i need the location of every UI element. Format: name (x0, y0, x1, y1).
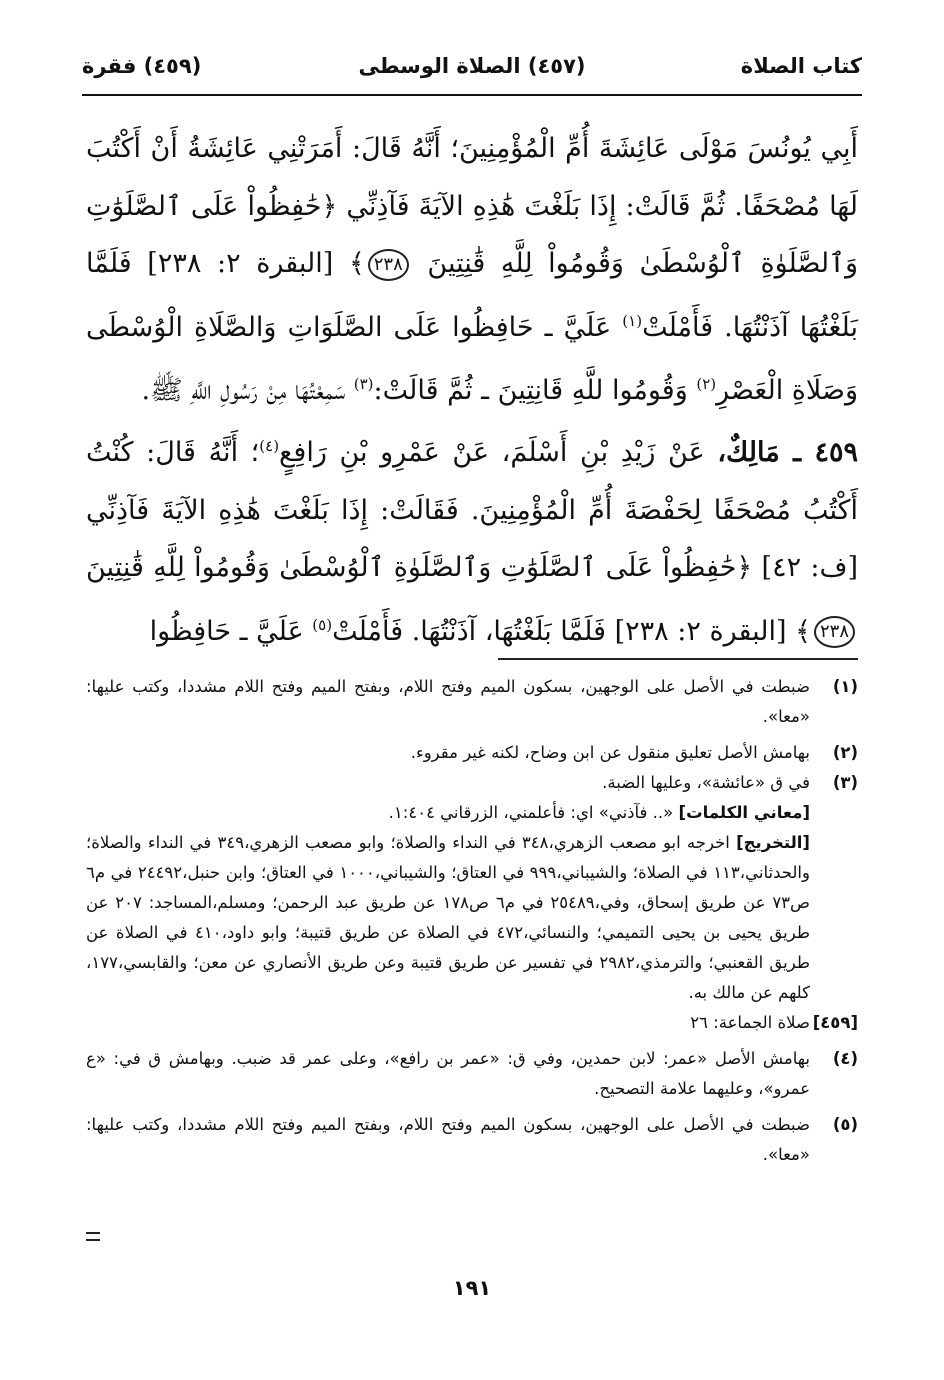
end-of-section-mark (86, 1232, 100, 1241)
footnote-1 (86, 672, 858, 732)
footnote-marker: (٢) (696, 375, 717, 393)
page-number: ١٩١ (452, 1276, 492, 1300)
footnote-3 (86, 768, 858, 798)
quran-quote: ﴿حَٰفِظُواْ عَلَى ٱلصَّلَوَٰتِ وَٱلصَّلَوٰةِ ٱلْوُسْطَىٰ وَقُومُواْ لِلَّهِ قَٰنِتِينَ (86, 190, 858, 279)
takhrij-label: [التخريج] (736, 833, 810, 852)
quran-close-bracket: ﴾ (348, 248, 365, 279)
text-segment: ؛ أَنَّهُ قَالَ: كُنْتُ أَكْتُبُ مُصْحَفًا لِحَفْصَةَ أُمِّ الْمُؤْمِنِينَ. فَقَالَتْ: إِذَا بَلَغْتَ هَٰذِهِ الآيَةَ فَآذِنِّي (86, 437, 858, 526)
text-segment: وَقُومُوا للَّهِ قَانِتِينَ ـ ثُمَّ قَالَتْ: (373, 375, 688, 406)
footnote-4 (86, 1044, 858, 1104)
text-segment: فَلَمَّا بَلَغْتُهَا آذَنْتُهَا. فَأَمْلَتْ (86, 248, 858, 343)
header-rule (82, 94, 862, 96)
cross-reference-label: [٤٥٩] (812, 1013, 858, 1032)
verse-number-mark: ٢٣٨ (814, 616, 855, 648)
text-segment: عَلَيَّ ـ حَافِظُوا (149, 615, 304, 647)
footnote-5 (86, 1110, 858, 1170)
text-segment: فَلَمَّا بَلَغْتُهَا، آذَنْتُهَا. فَأَمْلَتْ (332, 615, 606, 647)
book-title: كتاب الصلاة (740, 54, 862, 78)
footnote-text: في ق «عائشة»، وعليها الضبة. (602, 773, 810, 792)
takhrij-text: اخرجه ابو مصعب الزهري،٣٤٨ في النداء والصلاة؛ وابو مصعب الزهري،٣٤٩ في النداء والصلاة؛ والحدثاني،١١٣ في الصلاة؛ والشيباني،٩٩٩ في العتاق؛ والشيباني،١٠٠٠ في العتاق؛ وابن حنبل،٢٤٤٩٢ في م٦ ص٧٣ عن طريق إسحاق، وفي،٢٥٤٨٩ في م٦ ص١٧٨ عن طريق عبد الرحمن؛ ومسلم،المساجد: ٢٠٧ عن طريق يحيى بن يحيى التميمي؛ والنسائي،٤٧٢ في الصلاة عن طريق قتيبة؛ وابو داود،٤١٠ في الصلاة عن طريق القعنبي؛ والترمذي،٢٩٨٢ في تفسير عن طريق قتيبة وعن طريق الأنصاري عن معن؛ والقابسي،١٧٧، كلهم عن مالك به. (86, 833, 810, 1002)
footnote-marker: (١) (622, 311, 643, 330)
word-meanings-label: [معاني الكلمات] (678, 803, 810, 822)
verse-number-mark: ٢٣٨ (368, 249, 409, 281)
folio-reference: [ف: ٤٢] (761, 552, 858, 583)
footnote-marker: (٣) (353, 375, 374, 393)
word-meanings-text: «.. فآذني» اي: فأعلمني، الزرقاني ١:٤٠٤. (388, 803, 674, 822)
footnote-text: بهامش الأصل تعليق منقول عن ابن وضاح، لكنه غير مقروء. (410, 743, 810, 762)
footnote-rule (498, 658, 858, 660)
footnote-marker: (٤) (259, 437, 280, 455)
main-paragraph-2 (86, 418, 858, 660)
cross-reference-459 (86, 1008, 858, 1038)
footnote-text: ضبطت في الأصل على الوجهين، بسكون الميم وفتح اللام، وبفتح الميم وفتح اللام مشددا، وكتب عليها: «معا». (86, 677, 810, 726)
footnotes (86, 672, 858, 1170)
footnote-number: (٥) (832, 1115, 858, 1134)
footnote-number: (٢) (832, 743, 858, 762)
footnote-text: بهامش الأصل «عمر: لابن حمدين، وفي ق: «عمر بن رافع»، وعلى عمر قد ضبب. وبهامش ق في: «ع عمرو»، وعليهما علامة التصحيح. (86, 1049, 810, 1098)
footnote-number: (٤) (832, 1049, 858, 1068)
quran-close-bracket: ﴾ (795, 615, 811, 647)
footnote-number: (٣) (832, 773, 858, 792)
text-segment: عَلَيَّ ـ حَافِظُوا عَلَى الصَّلَوَاتِ وَالصَّلَاةِ الْوُسْطَى وَصَلَاةِ الْعَصْرِ (86, 311, 858, 406)
quran-quote: ﴿حَٰفِظُواْ عَلَى ٱلصَّلَوَٰتِ وَٱلصَّلَوٰةِ ٱلْوُسْطَىٰ وَقُومُواْ لِلَّهِ قَٰنِتِينَ (86, 552, 753, 583)
surah-reference: [البقرة ٢: ٢٣٨] (147, 248, 334, 279)
takhrij-section (86, 828, 858, 1008)
main-paragraph-1 (86, 120, 858, 420)
text-segment: سَمِعْتُهَا مِنْ رَسُولِ اللَّهِ ﷺ. (141, 375, 346, 406)
hadith-number: ٤٥٩ ـ مَالِكٌ، (717, 437, 858, 468)
footnote-text: ضبطت في الأصل على الوجهين، بسكون الميم وفتح اللام، وبفتح الميم وفتح اللام مشددا، وكتب عليها: «معا». (86, 1115, 810, 1164)
word-meanings (86, 798, 858, 828)
cross-reference-text: صلاة الجماعة: ٢٦ (690, 1013, 810, 1032)
footnote-marker: (٥) (312, 615, 333, 634)
text-segment: أَبِي يُونُسَ مَوْلَى عَائِشَةَ أُمِّ الْمُؤْمِنِينَ؛ أَنَّهُ قَالَ: أَمَرَتْنِي عَائِشَةُ أَنْ أَكْتُبَ لَهَا مُصْحَفًا. ثُمَّ قَالَتْ: إِذَا بَلَغْتَ هَٰذِهِ الآيَةَ فَآذِنِّي (86, 133, 858, 222)
surah-reference: [البقرة ٢: ٢٣٨] (614, 615, 787, 647)
paragraph-ref: (٤٥٩) فقرة (82, 54, 202, 78)
text-segment: عَنْ زَيْدِ بْنِ أَسْلَمَ، عَنْ عَمْرِو بْنِ رَافِعٍ (279, 437, 705, 468)
chapter-title: (٤٥٧) الصلاة الوسطى (358, 54, 586, 78)
footnote-number: (١) (832, 677, 858, 696)
footnote-2 (86, 738, 858, 768)
running-header (82, 48, 862, 88)
